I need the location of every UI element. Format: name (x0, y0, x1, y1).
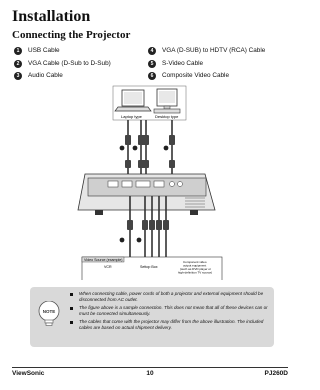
section-title: Connecting the Projector (12, 29, 131, 41)
number-badge: 2 (14, 60, 22, 68)
legend-label: USB Cable (28, 47, 60, 55)
note-box (30, 287, 274, 347)
note-item: The cables that come with the projector may differ from the above illustration. The included cables are based on actual shipment delivery. (70, 319, 270, 331)
video-source-title: Video Source (example) (84, 258, 123, 262)
footer-model: PJ260D (264, 370, 288, 377)
number-badge: 1 (14, 47, 22, 55)
note-item: When connecting cable, power cords of both a projector and external equipment should be disconnected from AC outlet. (70, 291, 270, 303)
legend-label: S-Video Cable (162, 59, 204, 67)
legend-item-vga-hdtv (148, 45, 288, 58)
note-badge-text: NOTE (42, 309, 56, 314)
page-title: Installation (12, 8, 91, 25)
laptop-illustration (115, 90, 151, 111)
legend-label: Audio Cable (28, 72, 63, 80)
legend-item-usb (14, 45, 144, 58)
component-note-line: output equipment (183, 263, 207, 268)
legend-label: Composite Video Cable (162, 72, 230, 80)
note-list (70, 291, 270, 333)
number-badge: 3 (14, 72, 22, 80)
legend-label: VGA (D-SUB) to HDTV (RCA) Cable (162, 47, 266, 55)
settop-box-label: Settop Box (140, 265, 158, 269)
vcr-label: VCR (104, 265, 112, 269)
desktop-illustration (154, 89, 180, 113)
projector-illustration (78, 174, 215, 215)
note-item: The figure above is a sample connection. This does not mean that all of these devices can or must be connected simultaneously. (70, 305, 270, 317)
video-source-panel (82, 257, 222, 280)
number-badge: 6 (148, 72, 156, 80)
component-note-line: high-definition TV source) (178, 270, 213, 275)
footer-page-number: 10 (146, 370, 154, 377)
number-badge: 4 (148, 47, 156, 55)
component-note-line: Component video (183, 260, 207, 264)
footer-brand: ViewSonic (12, 370, 45, 377)
legend-label: VGA Cable (D-Sub to D-Sub) (28, 59, 111, 67)
cable-number-markers (120, 146, 169, 151)
legend-item-vga (14, 58, 144, 71)
upper-connectors (125, 135, 175, 168)
connection-diagram (0, 80, 300, 280)
number-badge: 5 (148, 60, 156, 68)
component-note-line: (such as DVD player or (180, 267, 212, 271)
lower-connectors (127, 220, 169, 230)
footer-divider (12, 367, 288, 368)
note-lightbulb-icon (38, 301, 60, 327)
laptop-label: Laptop type (121, 114, 142, 119)
desktop-label: Desktop type (155, 114, 179, 119)
legend-item-svideo (148, 58, 288, 71)
